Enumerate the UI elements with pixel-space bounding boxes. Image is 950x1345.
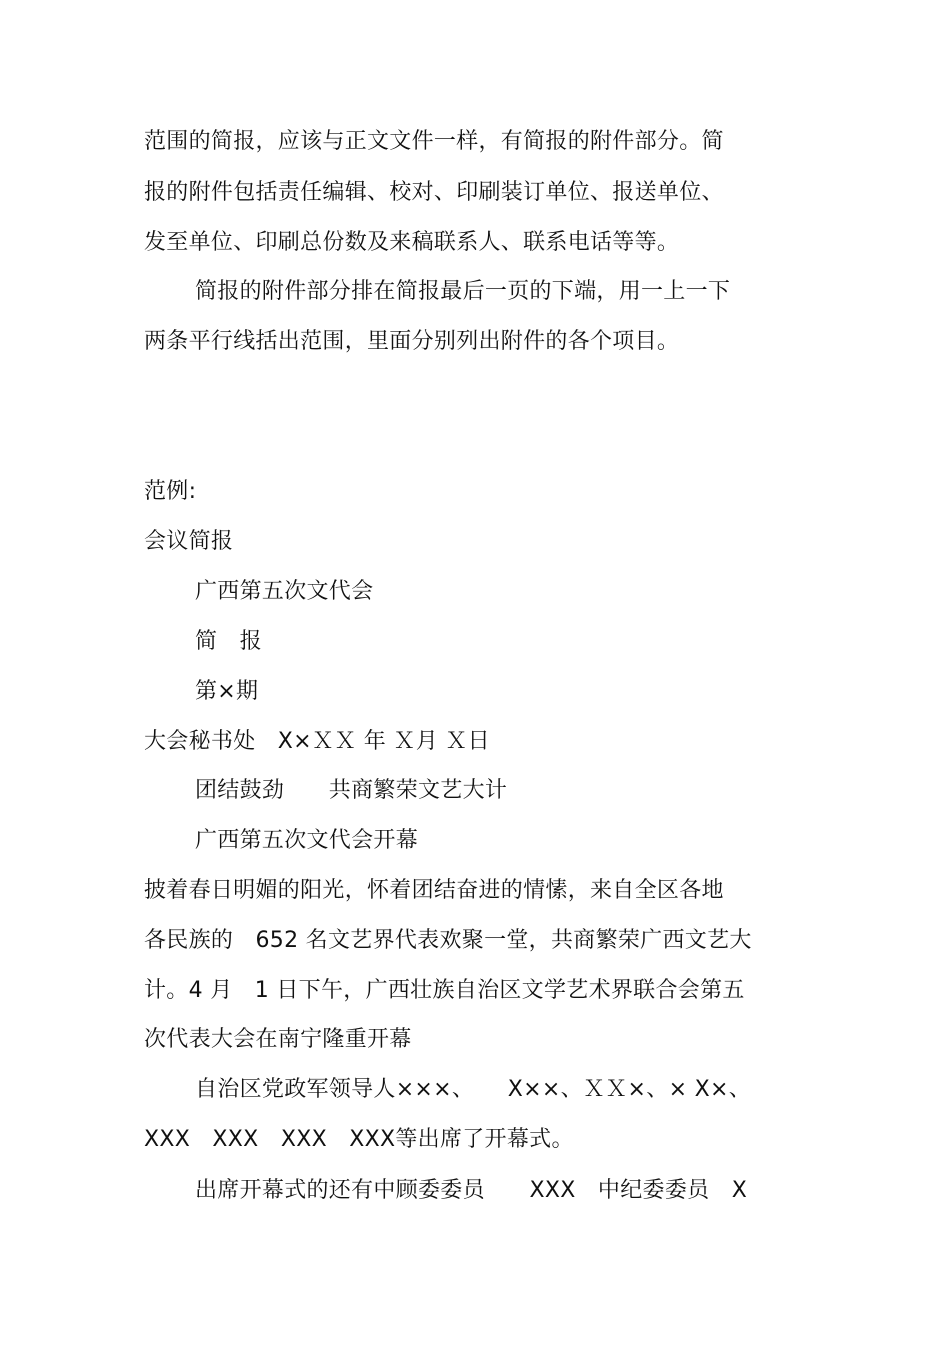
body-text-line: 自治区党政军领导人×××、 X××、ＸＸ×、× X×、 <box>195 1077 752 1102</box>
bulletin-issue: 第×期 <box>195 679 259 704</box>
headline-primary: 团结鼓劲 共商繁荣文艺大计 <box>195 778 508 803</box>
issuer-line: 大会秘书处 X×ＸＸ 年 Ｘ月 Ｘ日 <box>144 729 490 754</box>
example-label: 范例: <box>144 479 197 504</box>
body-text-line: 简报的附件部分排在简报最后一页的下端，用一上一下 <box>195 279 731 304</box>
bulletin-name: 简 报 <box>195 629 262 654</box>
body-text-line: 范围的简报，应该与正文文件一样，有简报的附件部分。简 <box>144 129 724 154</box>
body-text-line: XXX XXX XXX XXX等出席了开幕式。 <box>144 1127 574 1152</box>
headline-secondary: 广西第五次文代会开幕 <box>195 828 419 853</box>
body-text-line: 披着春日明媚的阳光，怀着团结奋进的情愫，来自全区各地 <box>144 878 724 903</box>
body-text-line: 各民族的 652 名文艺界代表欢聚一堂，共商繁荣广西文艺大 <box>144 928 752 953</box>
body-text-line: 两条平行线括出范围，里面分别列出附件的各个项目。 <box>144 329 680 354</box>
body-text-line: 报的附件包括责任编辑、校对、印刷装订单位、报送单位、 <box>144 180 724 205</box>
body-text-line: 次代表大会在南宁隆重开幕 <box>144 1027 412 1052</box>
body-text-line: 出席开幕式的还有中顾委委员 XXX 中纪委委员 X <box>195 1178 748 1203</box>
example-title: 会议简报 <box>144 529 234 554</box>
body-text-line: 发至单位、印刷总份数及来稿联系人、联系电话等等。 <box>144 230 680 255</box>
body-text-line: 计。4 月 1 日下午，广西壮族自治区文学艺术界联合会第五 <box>144 978 745 1003</box>
bulletin-org: 广西第五次文代会 <box>195 579 374 604</box>
